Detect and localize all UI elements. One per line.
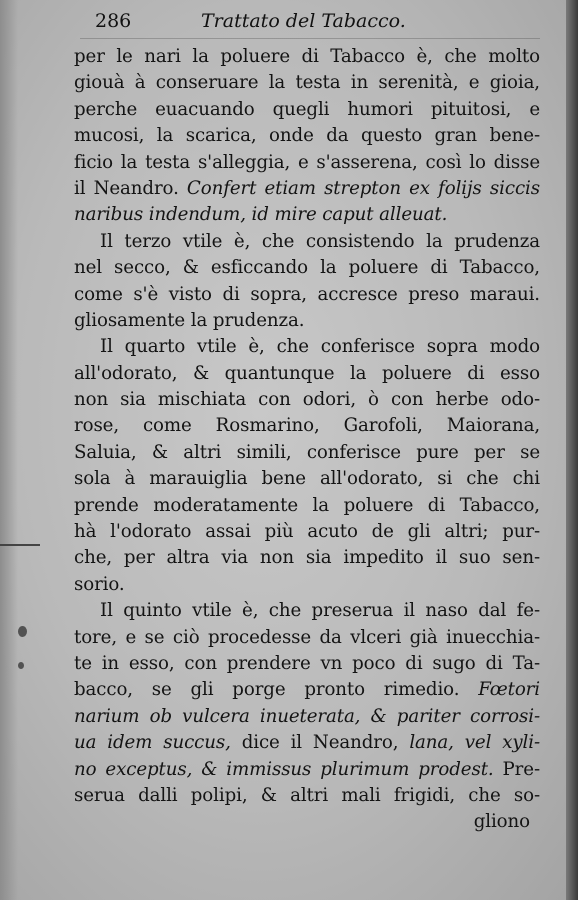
text-line: gliosamente la prudenza. xyxy=(74,309,305,331)
text-line: tore, e se ciò procedesse da vlceri già inuecchia- xyxy=(74,626,540,648)
text-italic: ua idem succus, xyxy=(74,732,231,754)
page-number: 286 xyxy=(95,10,132,32)
text-line-mixed xyxy=(74,757,540,783)
text-roman: dice il Neandro, xyxy=(241,732,399,754)
text-line-mixed xyxy=(74,176,540,202)
text-line: non sia mischiata con odori, ò con herbe odo- xyxy=(74,389,540,411)
text-line: giouà à conseruare la testa in serenità, e gioia, xyxy=(74,72,540,94)
text-italic: no exceptus, & immissus plurimum prodest. xyxy=(74,758,494,780)
text-line: hà l'odorato assai più acuto de gli altri; pur- xyxy=(74,521,540,543)
text-italic: Fœtori xyxy=(478,679,540,701)
text-line: ficio la testa s'alleggia, e s'asserena, così lo disse xyxy=(74,151,540,173)
text-line: sola à marauiglia bene all'odorato, si che chi xyxy=(74,468,540,490)
text-line-mixed xyxy=(74,677,540,703)
text-line-mixed xyxy=(74,730,540,756)
text-roman: bacco, se gli porge pronto rimedio. xyxy=(74,679,460,701)
text-line: rose, come Rosmarino, Garofoli, Maiorana, xyxy=(74,415,540,437)
text-line: che, per altra via non sia impedito il suo sen- xyxy=(74,547,540,569)
running-title: Trattato del Tabacco. xyxy=(201,10,406,32)
text-line: perche euacuando quegli humori pituitosi, e xyxy=(74,98,540,120)
text-line: nel secco, & esficcando la poluere di Tabacco, xyxy=(74,257,540,279)
text-line: Saluia, & altri simili, conferisce pure per se xyxy=(74,441,540,463)
ink-speck xyxy=(18,662,24,669)
margin-mark xyxy=(0,544,40,546)
header-rule xyxy=(80,38,540,39)
text-line: come s'è visto di sopra, accresce preso maraui. xyxy=(74,283,540,305)
text-line: prende moderatamente la poluere di Tabacco, xyxy=(74,494,540,516)
text-italic: Confert etiam strepton ex folijs siccis xyxy=(186,177,540,199)
text-roman: Pre- xyxy=(502,758,540,780)
page-edge-shadow xyxy=(0,0,18,900)
text-line: Il quarto vtile è, che conferisce sopra modo xyxy=(100,336,540,358)
text-line: te in esso, con prendere vn poco di sugo di Ta- xyxy=(74,652,540,674)
text-line: per le nari la poluere di Tabacco è, che molto xyxy=(74,46,540,67)
text-line-italic: narium ob vulcera inueterata, & pariter corrosi- xyxy=(74,705,540,727)
catchword: gliono xyxy=(473,811,530,833)
text-line: serua dalli polipi, & altri mali frigidi, che so- xyxy=(74,784,540,806)
text-line: Il quinto vtile è, che preserua il naso dal fe- xyxy=(100,600,540,622)
page-gutter xyxy=(566,0,578,900)
text-line: Il terzo vtile è, che consistendo la prudenza xyxy=(100,230,540,252)
text-line: mucosi, la scarica, onde da questo gran bene- xyxy=(74,125,540,147)
text-line: all'odorato, & quantunque la poluere di esso xyxy=(74,362,540,384)
text-roman: il Neandro. xyxy=(74,177,179,199)
text-italic: lana, vel xyli- xyxy=(409,732,540,754)
text-line-italic: naribus indendum, id mire caput alleuat. xyxy=(74,204,448,226)
page-header xyxy=(95,10,455,36)
text-line: sorio. xyxy=(74,573,125,595)
ink-speck xyxy=(18,626,27,637)
page-body xyxy=(74,44,540,836)
